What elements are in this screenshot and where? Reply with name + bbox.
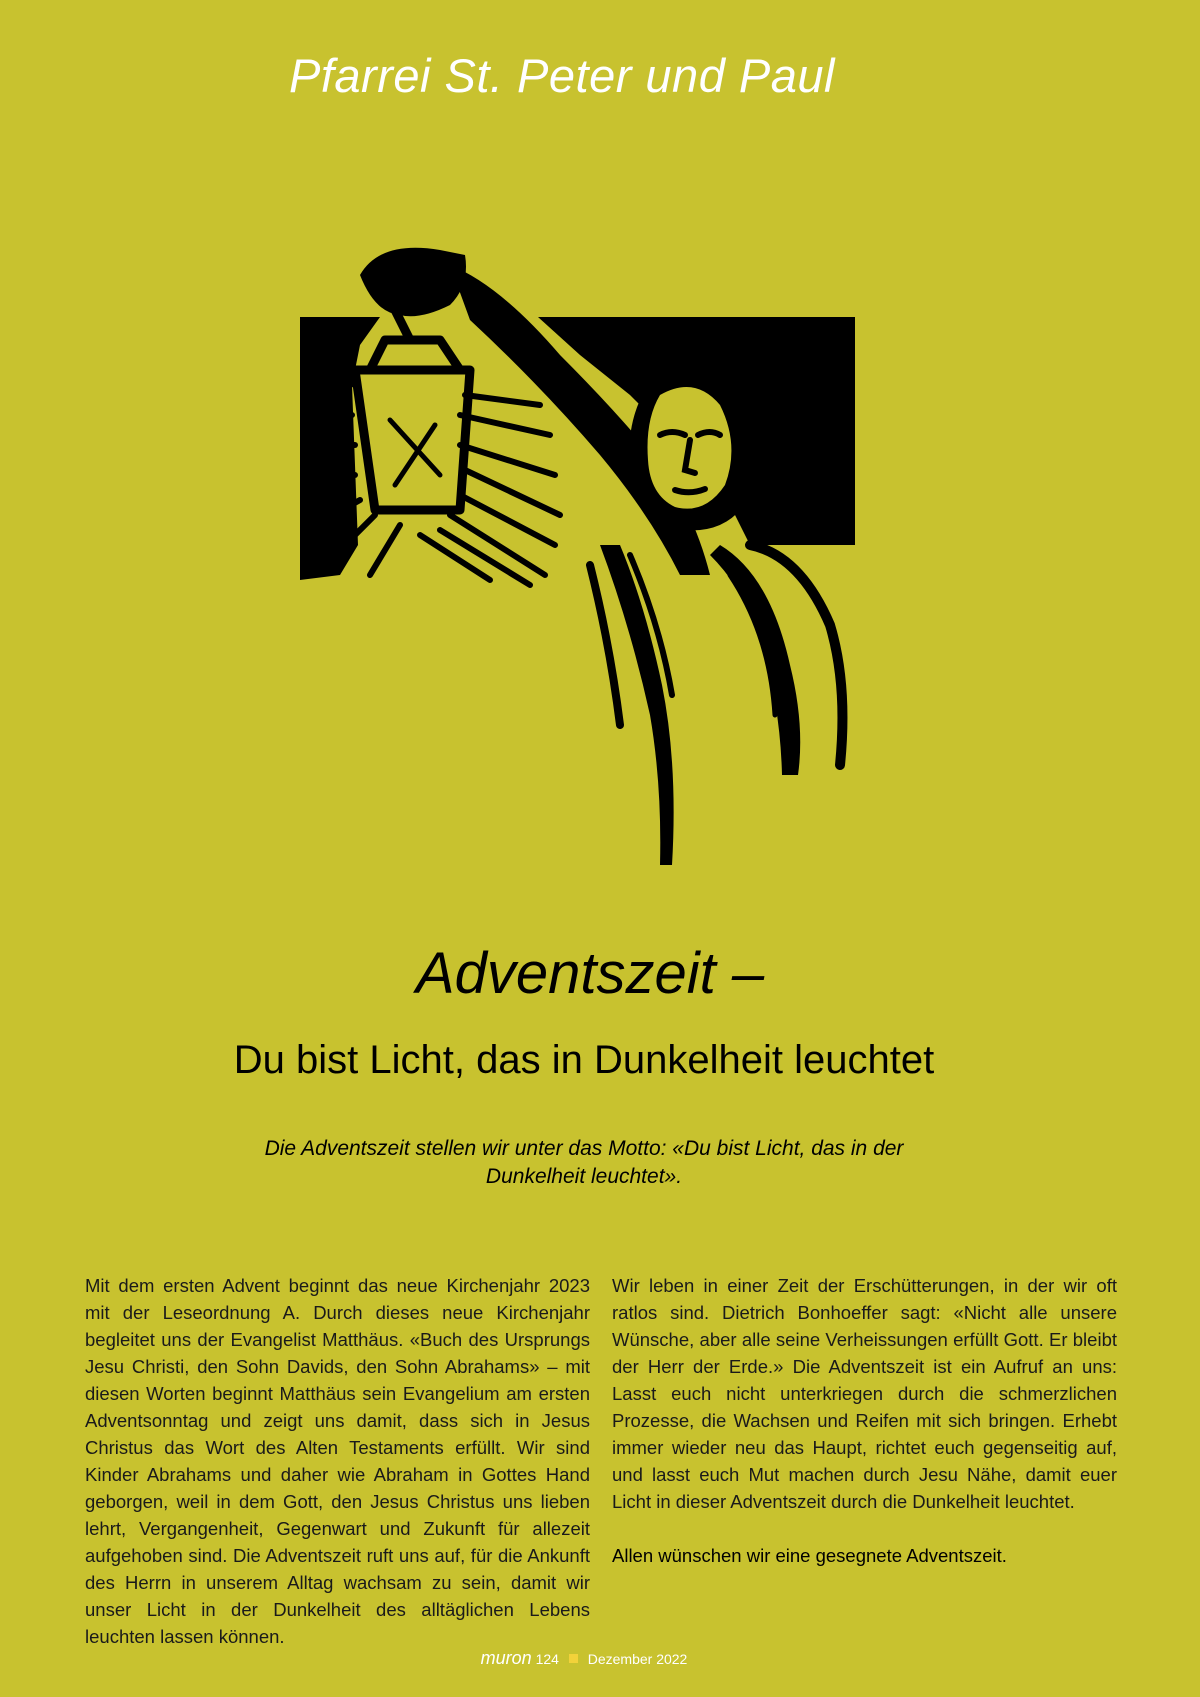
article-title: Adventszeit –	[415, 941, 765, 1006]
footer-square-icon	[569, 1654, 578, 1663]
article-motto: Die Adventszeit stellen wir unter das Motto: «Du bist Licht, das in der Dunkelheit leuchtet».	[264, 1137, 904, 1188]
article-column-right-wrapper	[612, 1272, 1117, 1650]
article-column-left: Mit dem ersten Advent beginnt das neue Kirchenjahr 2023 mit der Leseordnung A. Durch dieses neue Kirchenjahr begleitet uns der Evangelist Matthäus. «Buch des Ursprungs Jesu Christi, den Sohn Davids, den Sohn Abrahams» – mit diesen Worten beginnt Matthäus sein Evangelium am ersten Adventsonntag und zeigt uns damit, dass sich in Jesus Christus das Wort des Alten Testaments erfüllt. Wir sind Kinder Abrahams und daher wie Abraham in Gottes Hand geborgen, weil in dem Gott, den Jesus Christus uns lieben lehrt, Vergangenheit, Gegenwart und Zukunft für allezeit aufgehoben sind. Die Adventszeit ruft uns auf, für die Ankunft des Herrn in unserem Alltag wachsam zu sein, damit wir unser Licht in der Dunkelheit des alltäglichen Lebens leuchten lassen können.	[85, 1275, 590, 1647]
footer-issue: 124	[535, 1651, 559, 1667]
article-column-right: Wir leben in einer Zeit der Erschütterungen, in der wir oft ratlos sind. Dietrich Bonhoeffer sagt: «Nicht alle unsere Wünsche, aber alle seine Verheissungen erfüllt Gott. Er bleibt der Herr der Erde.» Die Adventszeit ist ein Aufruf an uns: Lasst euch nicht unterkriegen durch die schmerzlichen Prozesse, die Wachsen und Reifen mit sich bringen. Erhebt immer wieder neu das Haupt, richtet euch gegenseitig auf, und lasst euch Mut machen durch Jesu Nähe, damit euer Licht in dieser Adventszeit durch die Dunkelheit leuchtet.	[612, 1275, 1117, 1512]
footer-date: Dezember 2022	[587, 1651, 688, 1667]
article-closing: Allen wünschen wir eine gesegnete Adventszeit.	[612, 1545, 1007, 1566]
page-footer	[0, 1648, 1168, 1669]
article-subtitle: Du bist Licht, das in Dunkelheit leuchtet	[233, 1038, 935, 1082]
footer-brand: muron	[480, 1648, 532, 1668]
article-body	[85, 1272, 1117, 1650]
figure-with-lantern-woodcut-icon	[300, 245, 870, 885]
page-header-title: Pfarrei St. Peter und Paul	[289, 49, 835, 102]
